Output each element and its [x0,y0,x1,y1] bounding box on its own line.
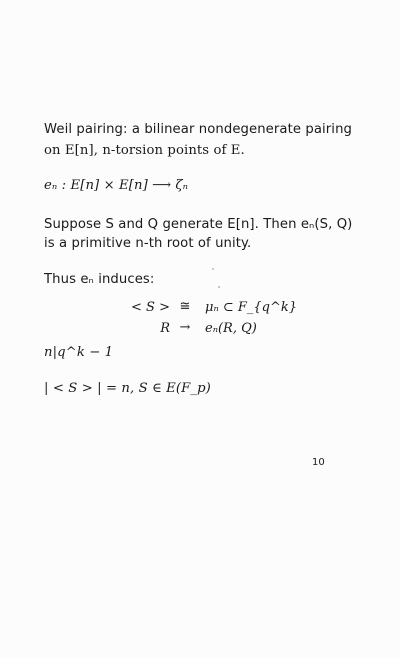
scan-speck [218,286,220,288]
text-line-primitive-root: is a primitive n-th root of unity. [44,236,252,251]
eq-row1-lhs: < S > [131,300,170,315]
scan-speck [212,268,214,270]
equation-pairing-map: eₙ : E[n] × E[n] ⟶ ζₙ [44,178,189,193]
text-line-torsion: on E[n], n-torsion points of E. [44,143,245,158]
eq-row1-rhs: μₙ ⊂ F_{q^k} [205,300,298,315]
page-number: 10 [312,457,325,468]
text-line-weil-pairing: Weil pairing: a bilinear nondegenerate pairing [44,122,353,137]
eq-row2-arrow: → [179,320,191,335]
eq-row1-congruence: ≅ [179,299,191,314]
equation-divisibility: n|q^k − 1 [44,345,114,360]
text-line-suppose: Suppose S and Q generate E[n]. Then eₙ(S, Q) [44,217,353,232]
eq-row2-rhs: eₙ(R, Q) [205,321,257,336]
text-line-thus-induces: Thus eₙ induces: [44,272,155,287]
equation-subgroup-order: | < S > | = n, S ∈ E(F_p) [44,381,211,396]
eq-row2-lhs: R [160,321,170,336]
